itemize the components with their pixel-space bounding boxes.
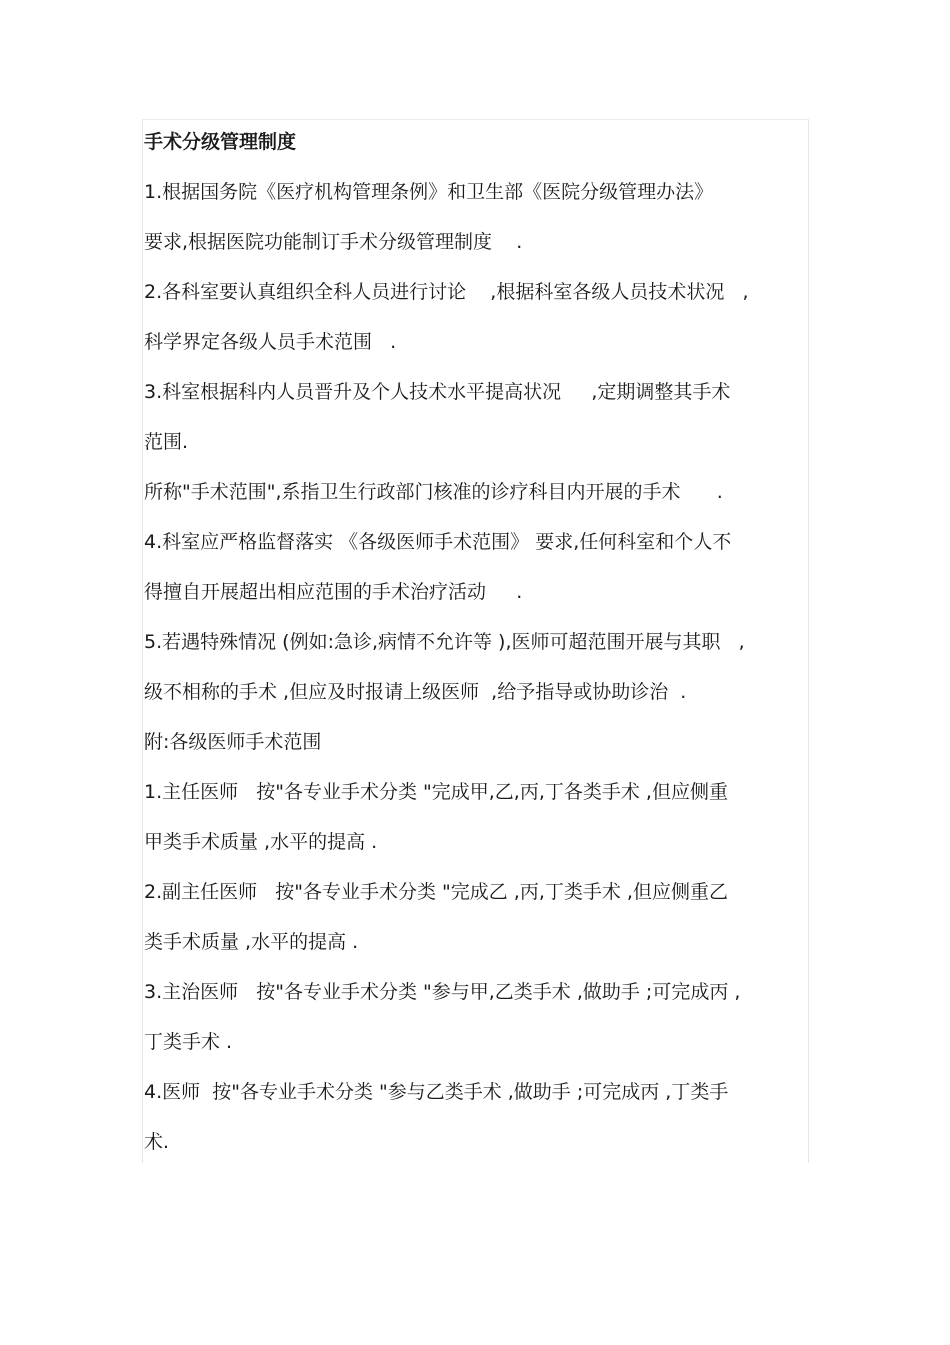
paragraph-line: 5.若遇特殊情况 (例如:急诊,病情不允许等 ),医师可超范围开展与其职 , xyxy=(144,631,745,653)
paragraph-line: 1.主任医师 按"各专业手术分类 "完成甲,乙,丙,丁各类手术 ,但应侧重 xyxy=(144,781,728,803)
paragraph-line: 类手术质量 ,水平的提高 . xyxy=(144,931,359,953)
paragraph-line: 要求,根据医院功能制订手术分级管理制度 . xyxy=(144,231,523,253)
paragraph-line: 3.主治医师 按"各专业手术分类 "参与甲,乙类手术 ,做助手 ;可完成丙 , xyxy=(144,981,741,1003)
paragraph-line: 术. xyxy=(144,1131,170,1153)
paragraph-line: 丁类手术 . xyxy=(144,1031,233,1053)
paragraph-line: 3.科室根据科内人员晋升及个人技术水平提高状况 ,定期调整其手术 xyxy=(144,381,731,403)
paragraph-line: 1.根据国务院《医疗机构管理条例》和卫生部《医院分级管理办法》 xyxy=(144,181,714,203)
paragraph-line: 甲类手术质量 ,水平的提高 . xyxy=(144,831,378,853)
paragraph-line: 级不相称的手术 ,但应及时报请上级医师 ,给予指导或协助诊治 . xyxy=(144,681,687,703)
paragraph-line: 4.科室应严格监督落实 《各级医师手术范围》 要求,任何科室和个人不 xyxy=(144,531,732,553)
paragraph-line: 科学界定各级人员手术范围 . xyxy=(144,331,397,353)
document-title: 手术分级管理制度 xyxy=(144,131,297,153)
paragraph-line: 4.医师 按"各专业手术分类 "参与乙类手术 ,做助手 ;可完成丙 ,丁类手 xyxy=(144,1081,729,1103)
section-heading: 附:各级医师手术范围 xyxy=(144,731,322,753)
paragraph-line: 所称"手术范围",系指卫生行政部门核准的诊疗科目内开展的手术 . xyxy=(144,481,723,503)
paragraph-line: 得擅自开展超出相应范围的手术治疗活动 . xyxy=(144,581,523,603)
paragraph-line: 2.各科室要认真组织全科人员进行讨论 ,根据科室各级人员技术状况 , xyxy=(144,281,749,303)
paragraph-line: 范围. xyxy=(144,431,189,453)
paragraph-line: 2.副主任医师 按"各专业手术分类 "完成乙 ,丙,丁类手术 ,但应侧重乙 xyxy=(144,881,728,903)
